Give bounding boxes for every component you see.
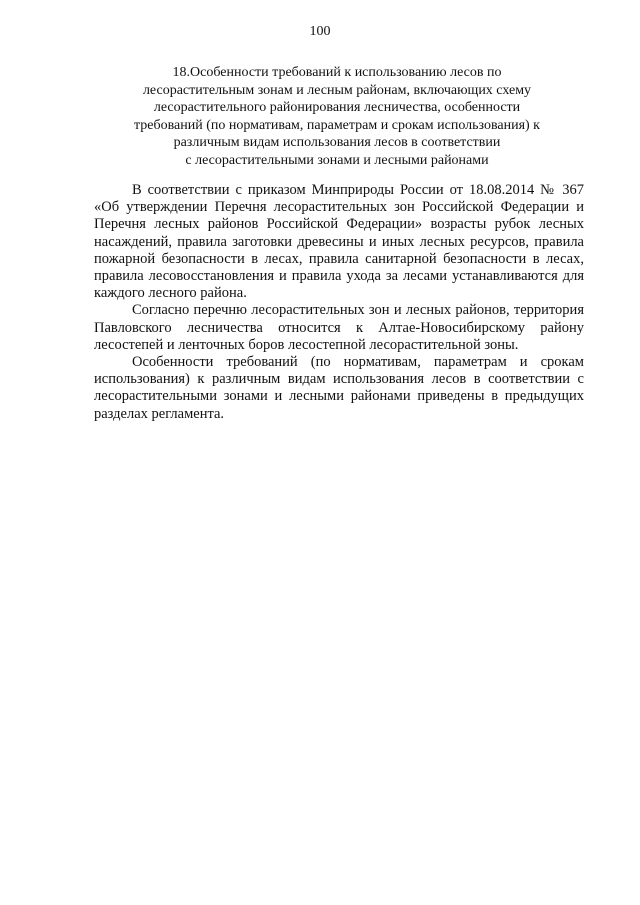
page-number: 100 <box>309 24 331 39</box>
paragraph-order-reference: В соответствии с приказом Минприроды России от 18.08.2014 № 367 «Об утверждении Перечня лесорастительных зон Российской Федерации и Перечня лесных районов Российской Федерации» возрасты рубок лесных насаждений, правила заготовки древесины и иных лесных ресурсов, правила пожарной безопасности в лесах, правила санитарной безопасности в лесах, правила лесовосстановления и правила ухода за лесами устанавливаются для каждого лесного района. <box>94 182 584 302</box>
paragraph-requirements-reference: Особенности требований (по нормативам, параметрам и срокам использования) к различным видам использования лесов в соответствии с лесорастительными зонами и лесными районами приведены в предыдущих разделах регламента. <box>94 354 584 422</box>
section-heading <box>96 64 578 170</box>
heading-line: требований (по нормативам, параметрам и срокам использования) к <box>134 117 540 133</box>
heading-line: различным видам использования лесов в соответствии <box>173 135 501 151</box>
heading-line: лесорастительным зонам и лесным районам, включающих схему <box>142 82 532 98</box>
heading-line: лесорастительного районирования лесничества, особенности <box>153 100 521 116</box>
body-text <box>94 182 584 423</box>
heading-line: с лесорастительными зонами и лесными районами <box>185 152 489 168</box>
paragraph-zone-assignment: Согласно перечню лесорастительных зон и лесных районов, территория Павловского лесничества относится к Алтае-Новосибирскому району лесостепей и ленточных боров лесостепной лесорастительной зоны. <box>94 302 584 353</box>
heading-line: 18.Особенности требований к использованию лесов по <box>172 65 502 80</box>
